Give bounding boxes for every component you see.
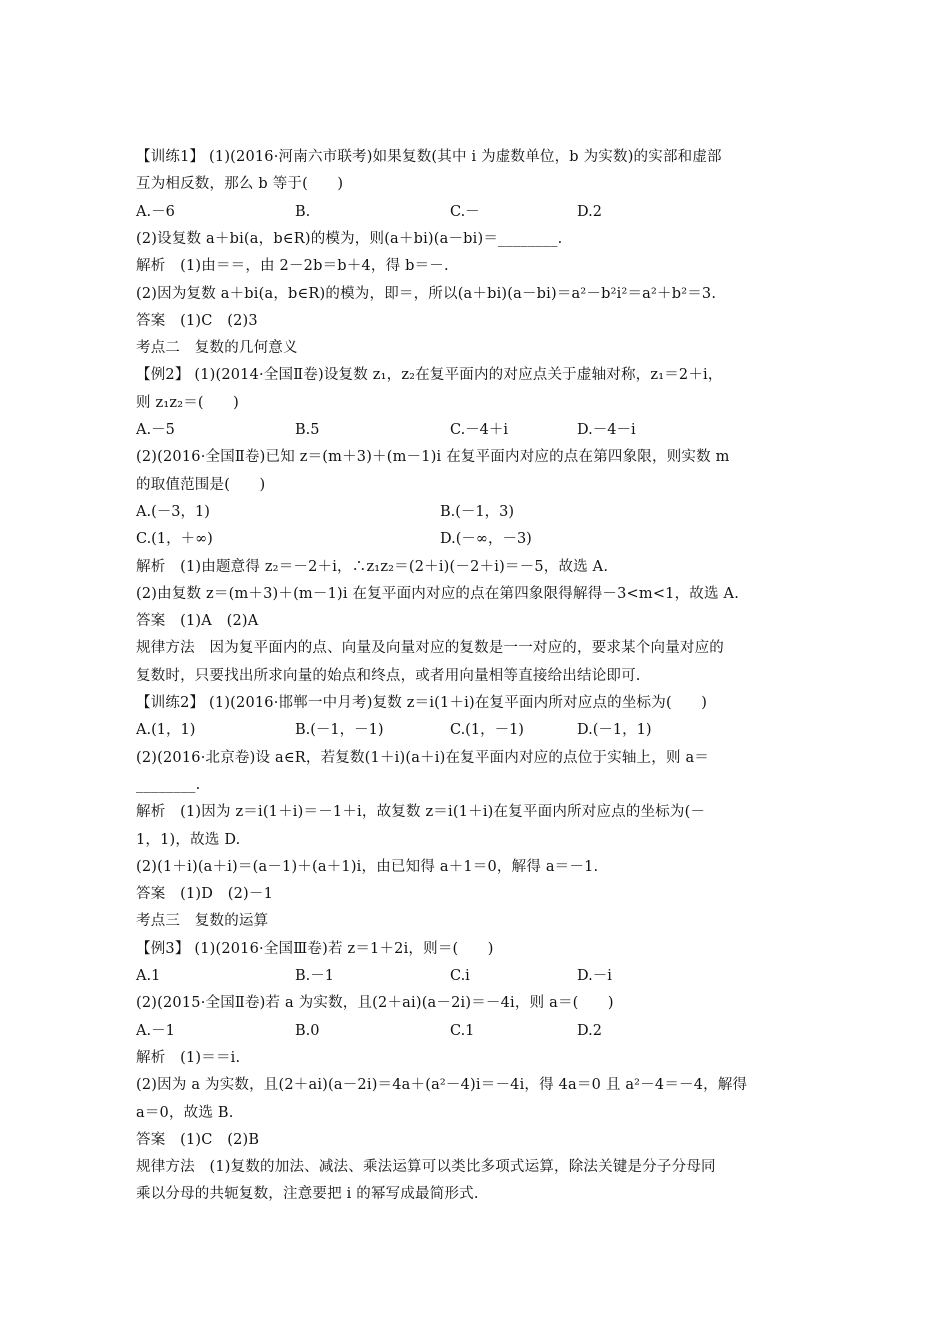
text-line: 解析 (1)由题意得 z₂＝－2＋i，∴z₁z₂＝(2＋i)(－2＋i)＝－5，故选 A. [136,559,609,575]
answer-option: D.(－∞，－3) [440,531,532,547]
answer-option: B.(－1，－1) [295,722,384,738]
text-line: 【例3】 (1)(2016·全国Ⅲ卷)若 z＝1＋2i，则＝( ) [136,941,494,957]
text-line: 解析 (1)因为 z＝i(1＋i)＝－1＋i，故复数 z＝i(1＋i)在复平面内所对应点的坐标为(－ [136,804,706,820]
text-line: 规律方法 (1)复数的加法、减法、乘法运算可以类比多项式运算，除法关键是分子分母同 [136,1159,716,1175]
text-line: 答案 (1)C (2)B [136,1132,260,1148]
text-line: 考点三 复数的运算 [136,913,269,929]
answer-option: B.0 [295,1023,320,1039]
answer-option: A.(－3，1) [136,504,210,520]
text-line: (2)(2016·全国Ⅱ卷)已知 z＝(m＋3)＋(m－1)i 在复平面内对应的点在第四象限，则实数 m [136,449,730,465]
text-line: 复数时，只要找出所求向量的始点和终点，或者用向量相等直接给出结论即可. [136,668,641,684]
text-line: 乘以分母的共轭复数，注意要把 i 的幂写成最简形式. [136,1186,479,1202]
text-line: 【训练1】 (1)(2016·河南六市联考)如果复数(其中 i 为虚数单位，b 为实数)的实部和虚部 [136,149,722,165]
answer-option: D.(－1，1) [577,722,652,738]
text-line: (2)因为复数 a＋bi(a，b∈R)的模为，即＝，所以(a＋bi)(a－bi)＝a²－b²i²＝a²＋b²＝3. [136,286,717,302]
text-line: (2)(2015·全国Ⅱ卷)若 a 为实数，且(2＋ai)(a－2i)＝－4i，则 a＝( ) [136,995,614,1011]
text-line: 解析 (1)由＝＝，由 2－2b＝b＋4，得 b＝－. [136,258,449,274]
text-line: 1，1)，故选 D. [136,832,241,848]
answer-option: A.－5 [136,422,175,438]
text-line: (2)设复数 a＋bi(a，b∈R)的模为，则(a＋bi)(a－bi)＝________. [136,231,563,247]
answer-option: A.－6 [136,204,175,220]
text-line: 答案 (1)C (2)3 [136,313,258,329]
answer-option: D.2 [577,1023,602,1039]
answer-option: A.(1，1) [136,722,196,738]
text-line: ________. [136,777,201,793]
text-line: 答案 (1)A (2)A [136,613,259,629]
text-line: (2)(1＋i)(a＋i)＝(a－1)＋(a＋1)i，由已知得 a＋1＝0，解得 a＝－1. [136,859,599,875]
text-line: 答案 (1)D (2)－1 [136,886,274,902]
answer-option: D.－4－i [577,422,636,438]
answer-option: B. [295,204,311,220]
answer-option: C.－ [450,204,480,220]
text-line: 考点二 复数的几何意义 [136,340,298,356]
answer-option: B.－1 [295,968,334,984]
answer-option: D.－i [577,968,612,984]
text-line: 解析 (1)＝＝i. [136,1050,241,1066]
text-line: (2)由复数 z＝(m＋3)＋(m－1)i 在复平面内对应的点在第四象限得解得－3<m<1，故选 A. [136,586,739,602]
text-line: a＝0，故选 B. [136,1105,234,1121]
answer-option: A.－1 [136,1023,175,1039]
answer-option: D.2 [577,204,602,220]
text-line: 【例2】 (1)(2014·全国Ⅱ卷)设复数 z₁，z₂在复平面内的对应点关于虚轴对称，z₁＝2＋i， [136,367,723,383]
answer-option: C.－4＋i [450,422,509,438]
answer-option: C.(1，＋∞) [136,531,213,547]
answer-option: A.1 [136,968,161,984]
text-line: 的取值范围是( ) [136,477,266,493]
text-line: 【训练2】 (1)(2016·邯郸一中月考)复数 z＝i(1＋i)在复平面内所对应点的坐标为( ) [136,695,708,711]
text-line: 则 z₁z₂＝( ) [136,395,240,411]
answer-option: B.5 [295,422,320,438]
answer-option: C.1 [450,1023,475,1039]
answer-option: C.(1，－1) [450,722,524,738]
answer-option: B.(－1，3) [440,504,515,520]
text-line: (2)因为 a 为实数，且(2＋ai)(a－2i)＝4a＋(a²－4)i＝－4i，得 4a＝0 且 a²－4＝－4，解得 [136,1077,748,1093]
text-line: 规律方法 因为复平面内的点、向量及向量对应的复数是一一对应的，要求某个向量对应的 [136,640,724,656]
text-line: 互为相反数，那么 b 等于( ) [136,176,344,192]
answer-option: C.i [450,968,470,984]
text-line: (2)(2016·北京卷)设 a∈R，若复数(1＋i)(a＋i)在复平面内对应的点位于实轴上，则 a＝ [136,750,709,766]
